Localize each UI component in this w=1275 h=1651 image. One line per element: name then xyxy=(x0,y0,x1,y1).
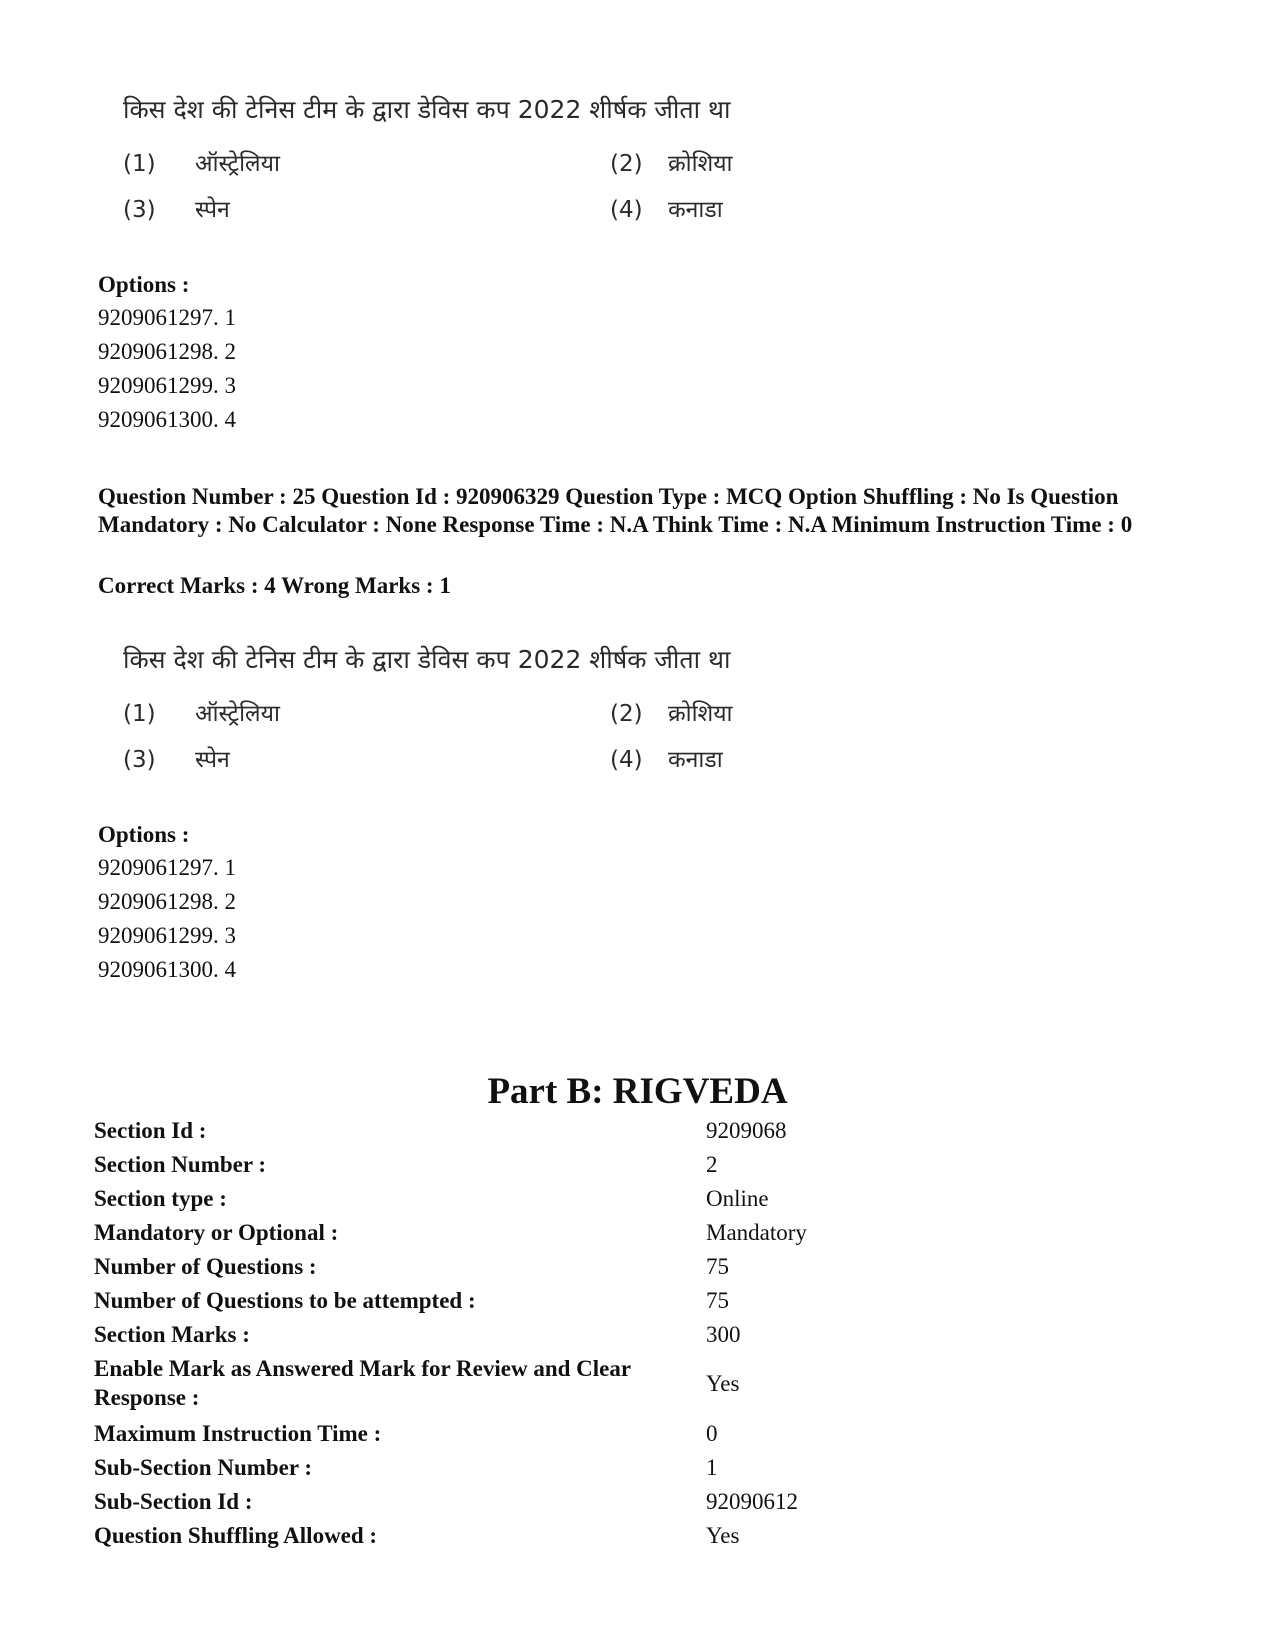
question-image-2 xyxy=(120,642,820,812)
option-id-line: 9209061298. 2 xyxy=(98,889,236,914)
question-option-3: (3) स्पेन xyxy=(123,747,230,773)
row-label: Number of Questions : xyxy=(94,1254,317,1279)
question-option-4: (4) कनाडा xyxy=(610,197,723,223)
question-meta: Question Number : 25 Question Id : 920906329 Question Type : MCQ Option Shuffling : No Is Question Mandatory : No Calculator : None Response Time : N.A Think Time : N.A Minimum Instruction Time : 0 xyxy=(98,484,1133,537)
question-option-1: (1) ऑस्ट्रेलिया xyxy=(123,151,280,177)
question-marks: Correct Marks : 4 Wrong Marks : 1 xyxy=(98,573,451,598)
row-value: 2 xyxy=(706,1152,718,1177)
row-label: Sub-Section Number : xyxy=(94,1455,313,1480)
part-title: Part B: RIGVEDA xyxy=(487,1071,788,1112)
question-text: किस देश की टेनिस टीम के द्वारा डेविस कप 2022 शीर्षक जीता था xyxy=(123,645,731,674)
row-value: 75 xyxy=(706,1254,729,1279)
option-id-line: 9209061300. 4 xyxy=(98,957,236,982)
row-value: 300 xyxy=(706,1322,741,1347)
question-text: किस देश की टेनिस टीम के द्वारा डेविस कप 2022 शीर्षक जीता था xyxy=(123,95,731,124)
question-option-4: (4) कनाडा xyxy=(610,747,723,773)
option-id-line: 9209061299. 3 xyxy=(98,373,236,398)
question-option-2: (2) क्रोशिया xyxy=(610,151,733,177)
row-label: Section Marks : xyxy=(94,1322,250,1347)
row-value: 9209068 xyxy=(706,1118,787,1143)
question-option-2: (2) क्रोशिया xyxy=(610,701,733,727)
option-id-line: 9209061298. 2 xyxy=(98,339,236,364)
row-value: 1 xyxy=(706,1455,718,1480)
row-label: Maximum Instruction Time : xyxy=(94,1421,382,1446)
row-label: Question Shuffling Allowed : xyxy=(94,1523,378,1548)
row-value: Yes xyxy=(706,1371,740,1396)
row-label: Number of Questions to be attempted : xyxy=(94,1288,476,1313)
row-value: 0 xyxy=(706,1421,718,1446)
question-option-1: (1) ऑस्ट्रेलिया xyxy=(123,701,280,727)
row-value: 75 xyxy=(706,1288,729,1313)
row-label: Section Id : xyxy=(94,1118,207,1143)
option-id-line: 9209061297. 1 xyxy=(98,305,236,330)
option-id-line: 9209061299. 3 xyxy=(98,923,236,948)
options-label: Options : xyxy=(98,822,190,847)
row-label: Mandatory or Optional : xyxy=(94,1220,339,1245)
row-label: Sub-Section Id : xyxy=(94,1489,253,1514)
question-option-3: (3) स्पेन xyxy=(123,197,230,223)
row-value: Online xyxy=(706,1186,769,1211)
option-id-line: 9209061300. 4 xyxy=(98,407,236,432)
row-label: Section Number : xyxy=(94,1152,267,1177)
row-label: Enable Mark as Answered Mark for Review and Clear Response : xyxy=(94,1356,631,1410)
row-value: Mandatory xyxy=(706,1220,807,1245)
row-value: Yes xyxy=(706,1523,740,1548)
option-id-line: 9209061297. 1 xyxy=(98,855,236,880)
question-image-1 xyxy=(120,92,820,262)
options-label: Options : xyxy=(98,272,190,297)
row-value: 92090612 xyxy=(706,1489,798,1514)
row-label: Section type : xyxy=(94,1186,227,1211)
